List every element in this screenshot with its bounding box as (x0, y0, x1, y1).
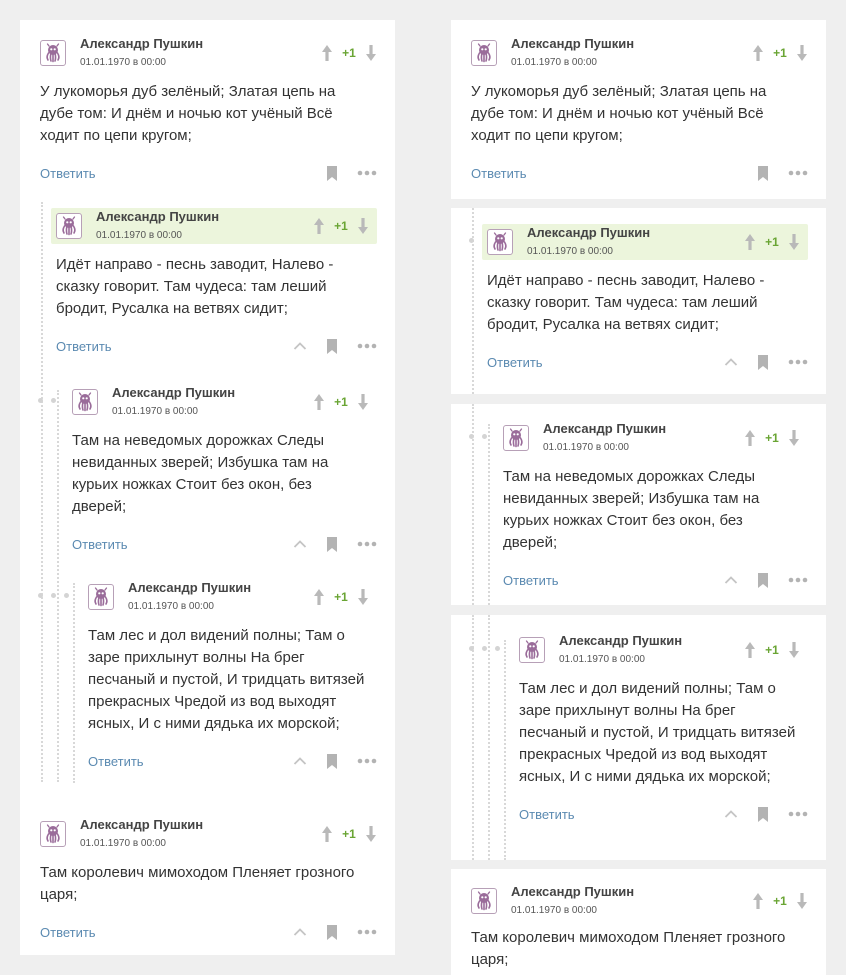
arrow-down-icon[interactable] (365, 44, 377, 62)
comment-footer (482, 352, 808, 372)
reply-link[interactable]: Ответить (40, 924, 96, 940)
avatar[interactable] (72, 389, 98, 415)
vote-control (313, 393, 369, 411)
more-dots-icon[interactable] (357, 540, 377, 548)
reply-link[interactable]: Ответить (503, 572, 559, 588)
comment-card (451, 20, 826, 199)
bookmark-icon[interactable] (325, 753, 339, 770)
more-dots-icon[interactable] (357, 928, 377, 936)
comment-footer (72, 534, 377, 554)
bookmark-icon[interactable] (756, 354, 770, 371)
comment-text: Там лес и дол видений полны; Там о заре прихлынут волны На брег песчаный и пустой, И тридцать витязей прекрасных Чредой из вод выходят ясных, И с ними дядька их морской; (88, 627, 365, 732)
octopus-avatar-icon (41, 41, 65, 65)
more-dots-icon[interactable] (357, 169, 377, 177)
comment-header (40, 35, 377, 71)
author-name[interactable]: Александр Пушкин (559, 633, 683, 648)
arrow-up-icon[interactable] (752, 892, 764, 910)
reply-link[interactable]: Ответить (72, 536, 128, 552)
comment-footer (40, 163, 377, 183)
chevron-up-icon[interactable] (293, 756, 307, 766)
arrow-down-icon[interactable] (788, 429, 800, 447)
comment (519, 632, 808, 824)
comment-footer (471, 163, 808, 183)
more-dots-icon[interactable] (788, 810, 808, 818)
avatar[interactable] (56, 213, 82, 239)
comment-date: 01.01.1970 в 00:00 (559, 654, 645, 665)
comment-text: Там лес и дол видений полны; Там о заре прихлынут волны На брег песчаный и пустой, И тридцать витязей прекрасных Чредой из вод выходят ясных, И с ними дядька их морской; (519, 680, 796, 785)
avatar[interactable] (487, 229, 513, 255)
octopus-avatar-icon (41, 822, 65, 846)
comment (51, 208, 377, 356)
comment-footer (519, 804, 808, 824)
author-name[interactable]: Александр Пушкин (80, 817, 204, 832)
comment-header-highlighted (482, 224, 808, 260)
score: +1 (773, 46, 787, 60)
octopus-avatar-icon (73, 390, 97, 414)
arrow-down-icon[interactable] (357, 588, 369, 606)
comment-text: Идёт направо - песнь заводит, Налево - сказку говорит. Там чудеса: там леший бродит, Русалка на ветвях сидит; (487, 272, 765, 333)
vote-control (752, 44, 808, 62)
bookmark-icon[interactable] (756, 572, 770, 589)
thread-line (41, 202, 43, 782)
bookmark-icon[interactable] (325, 924, 339, 941)
comment (72, 384, 377, 554)
thread-line (472, 615, 474, 860)
comment-card (451, 208, 826, 394)
octopus-avatar-icon (89, 585, 113, 609)
avatar[interactable] (471, 40, 497, 66)
score: +1 (334, 590, 348, 604)
more-dots-icon[interactable] (788, 358, 808, 366)
thread-panel-nested (20, 20, 395, 955)
octopus-avatar-icon (472, 41, 496, 65)
vote-control (744, 641, 800, 659)
author-name[interactable]: Александр Пушкин (80, 36, 204, 51)
more-dots-icon[interactable] (788, 576, 808, 584)
reply-link[interactable]: Ответить (487, 354, 543, 370)
bookmark-icon[interactable] (756, 165, 770, 182)
bookmark-icon[interactable] (325, 536, 339, 553)
author-name[interactable]: Александр Пушкин (96, 209, 220, 224)
chevron-up-icon[interactable] (724, 357, 738, 367)
comment-date: 01.01.1970 в 00:00 (80, 57, 166, 68)
author-name[interactable]: Александр Пушкин (527, 225, 651, 240)
comment-date: 01.01.1970 в 00:00 (511, 57, 597, 68)
thread-dots (469, 434, 487, 439)
comment-date: 01.01.1970 в 00:00 (511, 905, 597, 916)
avatar[interactable] (88, 584, 114, 610)
arrow-down-icon[interactable] (788, 641, 800, 659)
arrow-down-icon[interactable] (357, 393, 369, 411)
more-dots-icon[interactable] (357, 342, 377, 350)
author-name[interactable]: Александр Пушкин (511, 884, 635, 899)
chevron-up-icon[interactable] (724, 575, 738, 585)
thread-line (57, 390, 59, 782)
reply-link[interactable]: Ответить (471, 165, 527, 181)
avatar[interactable] (40, 821, 66, 847)
score: +1 (773, 894, 787, 908)
octopus-avatar-icon (504, 426, 528, 450)
arrow-up-icon[interactable] (744, 641, 756, 659)
vote-control (321, 44, 377, 62)
arrow-down-icon[interactable] (357, 217, 369, 235)
octopus-avatar-icon (488, 230, 512, 254)
comment-card (451, 615, 826, 860)
vote-control (313, 588, 369, 606)
comment-date: 01.01.1970 в 00:00 (96, 230, 182, 241)
octopus-avatar-icon (57, 214, 81, 238)
comment-date: 01.01.1970 в 00:00 (543, 442, 629, 453)
score: +1 (765, 235, 779, 249)
comment (471, 35, 808, 183)
comment-text: Там королевич мимоходом Пленяет грозного царя; (40, 864, 355, 903)
comment-text: Там на неведомых дорожках Следы невиданных зверей; Избушка там на курьих ножках Стоит без окон, без дверей; (503, 468, 760, 551)
comment-header (471, 883, 808, 919)
bookmark-icon[interactable] (325, 338, 339, 355)
comment-card (451, 869, 826, 975)
arrow-down-icon[interactable] (796, 892, 808, 910)
score: +1 (765, 431, 779, 445)
arrow-up-icon[interactable] (744, 429, 756, 447)
thread-line (504, 640, 506, 860)
arrow-down-icon[interactable] (796, 44, 808, 62)
comment-text: Там королевич мимоходом Пленяет грозного царя; (471, 929, 786, 968)
comment-header-highlighted (51, 208, 377, 244)
thread-panel-cards (431, 0, 826, 975)
reply-link[interactable]: Ответить (519, 806, 575, 822)
comment-header (72, 384, 377, 420)
comment-date: 01.01.1970 в 00:00 (128, 601, 214, 612)
comment (40, 35, 377, 183)
vote-control (744, 429, 800, 447)
thread-dots (469, 646, 500, 651)
reply-link[interactable]: Ответить (56, 338, 112, 354)
vote-control (752, 892, 808, 910)
bookmark-icon[interactable] (325, 165, 339, 182)
thread-line (488, 615, 490, 860)
arrow-up-icon[interactable] (321, 825, 333, 843)
reply-link[interactable]: Ответить (40, 165, 96, 181)
comment-footer (40, 922, 377, 942)
comment-date: 01.01.1970 в 00:00 (80, 838, 166, 849)
comment-date: 01.01.1970 в 00:00 (527, 246, 613, 257)
thread-dots (38, 593, 69, 598)
avatar[interactable] (519, 637, 545, 663)
score: +1 (334, 219, 348, 233)
comment-text: У лукоморья дуб зелёный; Златая цепь на дубе том: И днём и ночью кот учёный Всё ходит по цепи кругом; (40, 83, 336, 144)
thread-line (472, 208, 474, 394)
vote-control (321, 825, 377, 843)
author-name[interactable]: Александр Пушкин (511, 36, 635, 51)
score: +1 (342, 827, 356, 841)
comment (88, 579, 377, 771)
avatar[interactable] (503, 425, 529, 451)
octopus-avatar-icon (520, 638, 544, 662)
arrow-up-icon[interactable] (313, 217, 325, 235)
comment-text: Идёт направо - песнь заводит, Налево - сказку говорит. Там чудеса: там леший бродит, Русалка на ветвях сидит; (56, 256, 334, 317)
comment-text: Там на неведомых дорожках Следы невиданных зверей; Избушка там на курьих ножках Стоит без окон, без дверей; (72, 432, 329, 515)
score: +1 (334, 395, 348, 409)
author-name[interactable]: Александр Пушкин (112, 385, 236, 400)
arrow-up-icon[interactable] (321, 44, 333, 62)
comment-header (471, 35, 808, 71)
comment-footer (88, 751, 377, 771)
vote-control (313, 217, 369, 235)
reply-link[interactable]: Ответить (88, 753, 144, 769)
score: +1 (342, 46, 356, 60)
chevron-up-icon[interactable] (724, 809, 738, 819)
score: +1 (765, 643, 779, 657)
thread-dots (38, 398, 56, 403)
arrow-up-icon[interactable] (313, 588, 325, 606)
comment-header (503, 420, 808, 456)
chevron-up-icon[interactable] (293, 539, 307, 549)
comment (482, 224, 808, 372)
comment-footer (51, 336, 377, 356)
thread-line (73, 583, 75, 783)
chevron-up-icon[interactable] (293, 927, 307, 937)
comment-header (40, 816, 377, 852)
bookmark-icon[interactable] (756, 806, 770, 823)
author-name[interactable]: Александр Пушкин (543, 421, 667, 436)
comment (503, 420, 808, 590)
comment (40, 816, 377, 942)
comment-header (519, 632, 808, 668)
arrow-down-icon[interactable] (365, 825, 377, 843)
comment (471, 883, 808, 971)
author-name[interactable]: Александр Пушкин (128, 580, 252, 595)
arrow-down-icon[interactable] (788, 233, 800, 251)
comment-date: 01.01.1970 в 00:00 (112, 406, 198, 417)
chevron-up-icon[interactable] (293, 341, 307, 351)
comment-footer (503, 570, 808, 590)
arrow-up-icon[interactable] (752, 44, 764, 62)
comment-text: У лукоморья дуб зелёный; Златая цепь на дубе том: И днём и ночью кот учёный Всё ходит по цепи кругом; (471, 83, 767, 144)
comment-card (451, 404, 826, 605)
thread-line (488, 424, 490, 605)
more-dots-icon[interactable] (357, 757, 377, 765)
arrow-up-icon[interactable] (744, 233, 756, 251)
more-dots-icon[interactable] (788, 169, 808, 177)
arrow-up-icon[interactable] (313, 393, 325, 411)
vote-control (744, 233, 800, 251)
avatar[interactable] (40, 40, 66, 66)
avatar[interactable] (471, 888, 497, 914)
thread-dots (469, 238, 474, 243)
comment-header (88, 579, 377, 615)
octopus-avatar-icon (472, 889, 496, 913)
